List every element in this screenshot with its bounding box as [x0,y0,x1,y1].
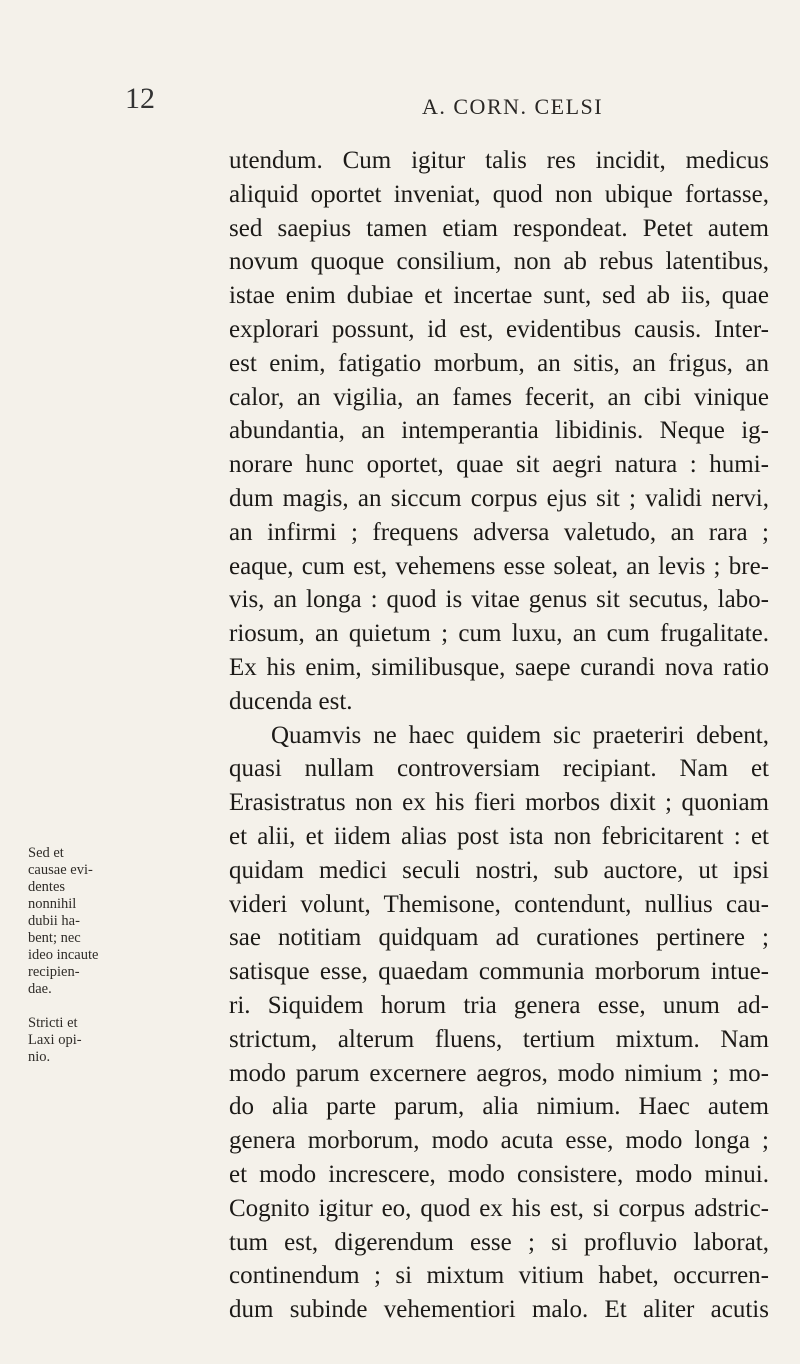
text-line: ducenda est. [229,687,353,715]
page-header [0,84,800,124]
text-line: modo parum excernere aegros, modo nimium ; mo- [229,1059,769,1087]
text-line: abundantia, an intemperantia libidinis. Neque ig- [229,417,769,445]
margin-note-line: causae evi- [28,862,93,878]
text-line: genera morborum, modo acuta esse, modo longa ; [229,1127,769,1155]
margin-note [28,1015,118,1066]
text-line: quidam medici seculi nostri, sub auctore, ut ipsi [229,856,769,884]
page-number: 12 [125,82,155,115]
margin-note-line: dubii ha- [28,913,80,929]
text-line: ri. Siquidem horum tria genera esse, unum ad- [229,991,769,1019]
margin-note-line: Laxi opi- [28,1032,82,1048]
text-line: continendum ; si mixtum vitium habet, occurren- [229,1262,769,1290]
text-line: est enim, fatigatio morbum, an sitis, an frigus, an [229,349,769,377]
margin-note-line: Stricti et [28,1015,78,1031]
margin-note [28,845,118,998]
margin-note-line: Sed et [28,845,64,861]
text-line: dum subinde vehementiori malo. Et aliter acutis [229,1296,769,1324]
text-line: videri volunt, Themisone, contendunt, nullius cau- [229,890,769,918]
margin-note-line: ideo incaute [28,947,99,963]
text-line: riosum, an quietum ; cum luxu, an cum frugalitate. [229,620,769,648]
text-line: dum magis, an siccum corpus ejus sit ; validi nervi, [229,484,769,512]
margin-note-line: dae. [28,981,52,997]
text-line: novum quoque consilium, non ab rebus latentibus, [229,248,769,276]
text-line: calor, an vigilia, an fames fecerit, an cibi vinique [229,383,769,411]
text-line: vis, an longa : quod is vitae genus sit secutus, labo- [229,586,769,614]
text-line: do alia parte parum, alia nimium. Haec autem [229,1093,769,1121]
margin-note-line: recipien- [28,964,80,980]
text-line: eaque, cum est, vehemens esse soleat, an levis ; bre- [229,552,769,580]
text-line: norare hunc oportet, quae sit aegri natura : humi- [229,451,769,479]
body-text [229,144,769,1327]
text-line: Quamvis ne haec quidem sic praeteriri debent, [271,721,769,749]
text-line: quasi nullam controversiam recipiant. Nam et [229,755,769,783]
text-line: et alii, et iidem alias post ista non febricitarent : et [229,822,769,850]
text-line: satisque esse, quaedam communia morborum intue- [229,958,769,986]
margin-note-line: bent; nec [28,930,81,946]
margin-note-line: nio. [28,1049,51,1065]
text-line: aliquid oportet inveniat, quod non ubique fortasse, [229,180,769,208]
text-line: tum est, digerendum esse ; si profluvio laborat, [229,1228,769,1256]
text-line: Cognito igitur eo, quod ex his est, si corpus adstric- [229,1194,769,1222]
text-line: an infirmi ; frequens adversa valetudo, an rara ; [229,518,769,546]
margin-note-line: dentes [28,879,66,895]
text-line: et modo increscere, modo consistere, modo minui. [229,1160,769,1188]
text-line: sae notitiam quidquam ad curationes pertinere ; [229,924,769,952]
margin-note-line: nonnihil [28,896,77,912]
running-head: A. CORN. CELSI [422,94,604,119]
text-line: Erasistratus non ex his fieri morbos dixit ; quoniam [229,789,769,817]
text-line: istae enim dubiae et incertae sunt, sed ab iis, quae [229,282,769,310]
text-line: Ex his enim, similibusque, saepe curandi nova ratio [229,653,769,681]
text-line: strictum, alterum fluens, tertium mixtum. Nam [229,1025,769,1053]
text-line: sed saepius tamen etiam respondeat. Petet autem [229,214,769,242]
text-line: utendum. Cum igitur talis res incidit, medicus [229,147,769,174]
text-line: explorari possunt, id est, evidentibus causis. Inter- [229,315,769,343]
